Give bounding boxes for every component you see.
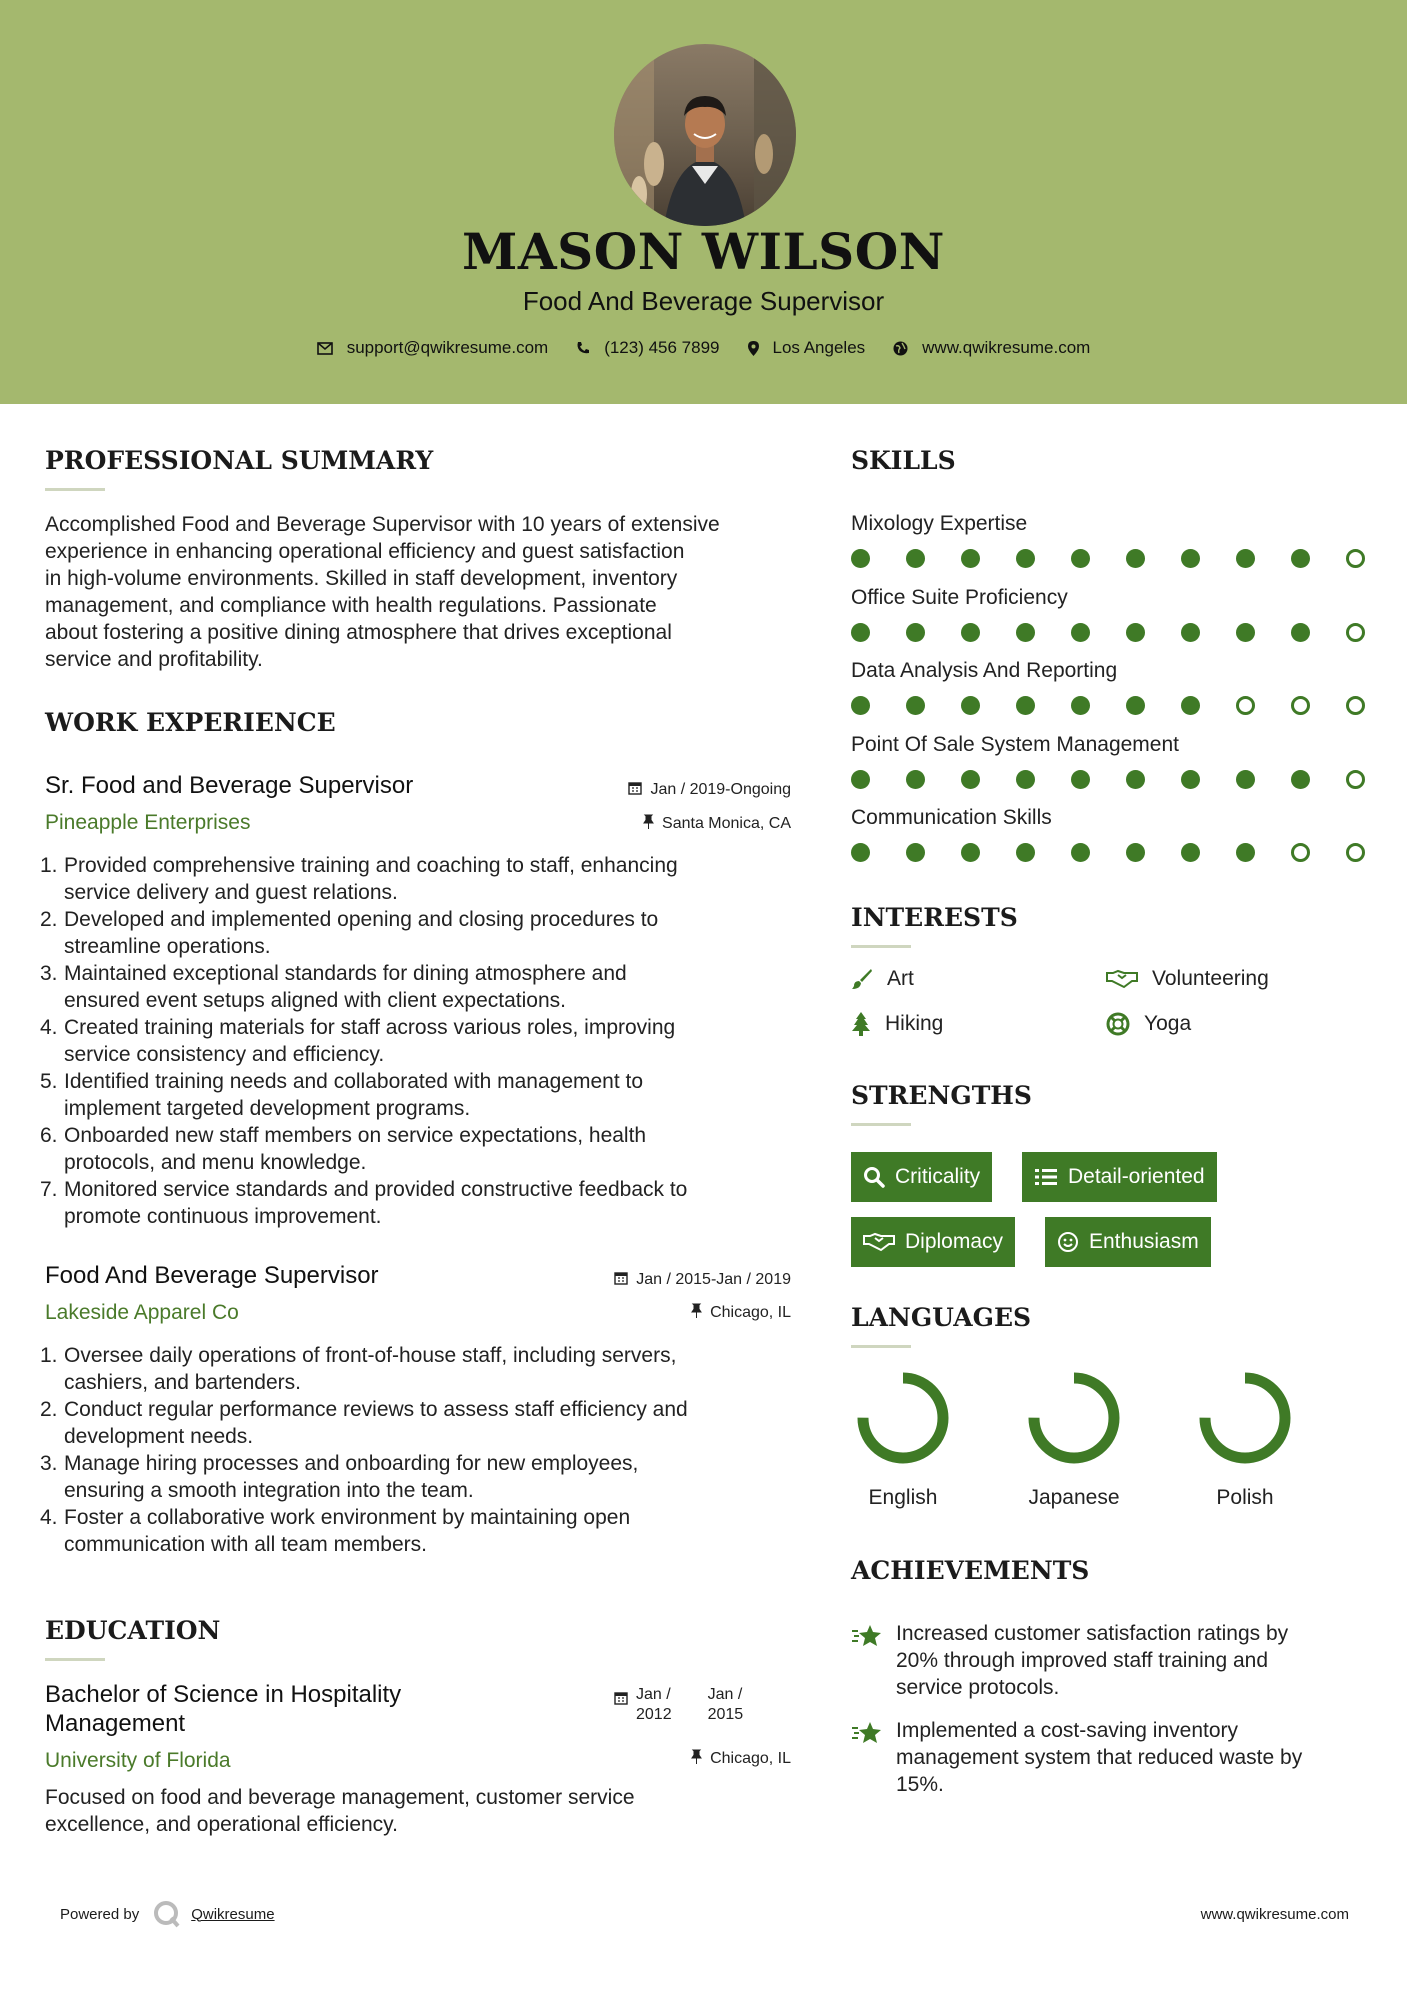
skill-dot-filled [1291, 549, 1310, 568]
contact-email[interactable] [317, 338, 549, 358]
achievement-item: Implemented a cost-saving inventory management system that reduced waste by 15%. [896, 1719, 1303, 1796]
handshake-icon [863, 1232, 895, 1252]
paintbrush-icon [851, 968, 873, 990]
skill-dot-empty [1346, 696, 1365, 715]
skill-dot-filled [1236, 549, 1255, 568]
job-location: Santa Monica, CA [560, 814, 791, 833]
contact-phone[interactable] [576, 338, 719, 358]
list-item: 7. Monitored service standards and provided constructive feedback to promote continuous improvement. [40, 1178, 688, 1228]
job-title: Sr. Food and Beverage Supervisor [45, 772, 414, 799]
skill-dot-filled [1291, 623, 1310, 642]
skill-dot-filled [1181, 696, 1200, 715]
skill-dot-filled [851, 770, 870, 789]
strengths-rule [851, 1123, 911, 1126]
language-name: Polish [1216, 1486, 1274, 1509]
degree-title: Bachelor of Science in Hospitality Management [45, 1681, 402, 1737]
skill-rating [851, 696, 1371, 716]
skill-dot-filled [1071, 549, 1090, 568]
skill-dot-filled [1016, 843, 1035, 862]
candidate-title: Food And Beverage Supervisor [522, 286, 885, 316]
job-location: Chicago, IL [560, 1303, 791, 1322]
job-dates: Jan / 2015-Jan / 2019 [560, 1271, 791, 1289]
interests-rule [851, 945, 911, 948]
skill-rating [851, 549, 1371, 569]
qwikresume-logo-icon [153, 1900, 181, 1928]
pushpin-icon [691, 1749, 702, 1768]
email-text: support@qwikresume.com [346, 338, 549, 357]
phone-text: (123) 456 7899 [604, 338, 720, 357]
tree-icon [851, 1012, 871, 1036]
strength-badge-detail-oriented: Detail-oriented [1022, 1152, 1217, 1202]
skills-heading: SKILLS [851, 446, 956, 475]
skill-dot-filled [1236, 770, 1255, 789]
education-dates [614, 1685, 743, 1725]
calendar-icon [614, 1691, 628, 1710]
calendar-icon [614, 1271, 628, 1289]
job-dates: Jan / 2019-Ongoing [560, 781, 791, 799]
skill-dot-filled [1071, 696, 1090, 715]
star-trophy-icon [851, 1623, 883, 1654]
contact-location [748, 338, 866, 358]
globe-icon [893, 341, 908, 356]
company-name: Pineapple Enterprises [45, 811, 251, 834]
candidate-name: MASON WILSON [462, 222, 945, 281]
skill-dot-filled [961, 549, 980, 568]
skill-name: Office Suite Proficiency [851, 585, 1068, 609]
languages-rule [851, 1345, 911, 1348]
list-item: 3. Maintained exceptional standards for dining atmosphere and ensured event setups aligned with client expectations. [40, 962, 627, 1012]
experience-heading: WORK EXPERIENCE [45, 708, 336, 737]
interest-art: Art [851, 967, 914, 991]
skill-dot-filled [1181, 623, 1200, 642]
skill-dot-empty [1291, 843, 1310, 862]
calendar-icon [628, 781, 642, 799]
list-item: 4. Foster a collaborative work environment by maintaining open communication with all team members. [40, 1506, 631, 1556]
list-item: 1. Oversee daily operations of front-of-house staff, including servers, cashiers, and bartenders. [40, 1344, 677, 1394]
education-heading: EDUCATION [45, 1616, 221, 1645]
achievements-heading: ACHIEVEMENTS [851, 1556, 1090, 1585]
lifering-icon [1106, 1012, 1130, 1036]
skill-dot-filled [1071, 770, 1090, 789]
skill-name: Data Analysis And Reporting [851, 659, 1118, 682]
skill-dot-filled [1071, 623, 1090, 642]
header-band [0, 0, 1407, 404]
skill-name: Point Of Sale System Management [851, 732, 1179, 756]
job-title: Food And Beverage Supervisor [45, 1262, 379, 1289]
skill-dot-filled [1126, 843, 1145, 862]
contact-website[interactable] [893, 338, 1090, 358]
skill-dot-filled [961, 843, 980, 862]
skill-dot-empty [1346, 623, 1365, 642]
skill-dot-filled [1291, 770, 1310, 789]
skill-dot-filled [1126, 623, 1145, 642]
contact-bar [0, 338, 1407, 358]
languages-heading: LANGUAGES [851, 1303, 1032, 1332]
language-name: Japanese [1028, 1486, 1120, 1509]
skill-dot-filled [1016, 549, 1035, 568]
skill-dot-empty [1236, 696, 1255, 715]
skill-dot-filled [906, 770, 925, 789]
skill-dot-filled [851, 843, 870, 862]
language-ring [857, 1372, 949, 1464]
skill-dot-filled [1181, 770, 1200, 789]
list-item: 2. Developed and implemented opening and closing procedures to streamline operations. [40, 908, 659, 958]
skill-dot-filled [1181, 843, 1200, 862]
company-name: Lakeside Apparel Co [45, 1301, 239, 1324]
job-duties-list [40, 1342, 800, 1558]
language-name: English [868, 1486, 938, 1509]
list-item: 5. Identified training needs and collaborated with management to implement targeted development programs. [40, 1070, 644, 1120]
handshake-icon [1106, 969, 1138, 989]
skill-dot-empty [1291, 696, 1310, 715]
footer-powered-by: Powered by Qwikresume [60, 1900, 275, 1928]
envelope-icon [317, 342, 333, 355]
skill-dot-filled [1126, 549, 1145, 568]
skill-dot-filled [851, 623, 870, 642]
skill-dot-filled [1071, 843, 1090, 862]
skill-dot-filled [851, 549, 870, 568]
skill-dot-filled [1236, 843, 1255, 862]
education-description: Focused on food and beverage management, customer service excellence, and operational efficiency. [45, 1786, 635, 1836]
language-ring [1028, 1372, 1120, 1464]
skill-dot-filled [961, 623, 980, 642]
skill-rating [851, 770, 1371, 790]
strength-badge-enthusiasm: Enthusiasm [1045, 1217, 1211, 1267]
star-trophy-icon [851, 1720, 883, 1751]
skill-dot-filled [1016, 623, 1035, 642]
achievement-item: Increased customer satisfaction ratings by 20% through improved staff training and service protocols. [896, 1622, 1289, 1699]
skill-dot-empty [1346, 770, 1365, 789]
search-icon [863, 1166, 885, 1188]
job-duties-list [40, 852, 800, 1230]
skill-name: Communication Skills [851, 806, 1052, 829]
skill-dot-filled [961, 770, 980, 789]
skill-dot-filled [1181, 549, 1200, 568]
skill-dot-filled [961, 696, 980, 715]
summary-heading: PROFESSIONAL SUMMARY [45, 446, 434, 475]
skill-rating [851, 623, 1371, 643]
summary-rule [45, 488, 105, 491]
skill-rating [851, 843, 1371, 863]
interest-volunteering: Volunteering [1106, 967, 1269, 991]
list-item: 2. Conduct regular performance reviews to assess staff efficiency and development needs. [40, 1398, 688, 1448]
list-item: 1. Provided comprehensive training and coaching to staff, enhancing service delivery and guest relations. [40, 854, 678, 904]
list-item: 3. Manage hiring processes and onboarding for new employees, ensuring a smooth integration into the team. [40, 1452, 639, 1502]
skill-dot-filled [1016, 770, 1035, 789]
phone-icon [576, 341, 590, 355]
pushpin-icon [643, 814, 654, 833]
qwikresume-link[interactable]: Qwikresume [191, 1905, 275, 1923]
list-item: 6. Onboarded new staff members on service expectations, health protocols, and menu knowledge. [40, 1124, 647, 1174]
map-pin-icon [748, 341, 759, 356]
pushpin-icon [691, 1303, 702, 1322]
skill-dot-filled [1126, 696, 1145, 715]
interest-yoga: Yoga [1106, 1012, 1191, 1036]
footer-url[interactable]: www.qwikresume.com [1200, 1906, 1349, 1923]
summary-text: Accomplished Food and Beverage Supervisor with 10 years of extensive experience in enhancing operational efficiency and guest satisfaction in high-volume environments. Skilled in staff development, inventory management, and compliance with health regulations. Passionate about fostering a positive dining atmosphere that drives exceptional service and profitability. [45, 513, 720, 671]
education-end: Jan / 2015 [707, 1686, 744, 1723]
website-text: www.qwikresume.com [922, 338, 1091, 357]
skill-name: Mixology Expertise [851, 512, 1028, 535]
education-location: Chicago, IL [560, 1749, 791, 1768]
skill-dot-filled [906, 843, 925, 862]
skill-dot-filled [906, 623, 925, 642]
interest-hiking: Hiking [851, 1012, 943, 1036]
skill-dot-filled [1236, 623, 1255, 642]
location-text: Los Angeles [772, 338, 866, 357]
list-item: 4. Created training materials for staff across various roles, improving service consistency and efficiency. [40, 1016, 676, 1066]
strengths-heading: STRENGTHS [851, 1081, 1032, 1110]
skill-dot-filled [1126, 770, 1145, 789]
strength-badge-criticality: Criticality [851, 1152, 992, 1202]
interests-heading: INTERESTS [851, 903, 1018, 932]
skill-dot-filled [851, 696, 870, 715]
skill-dot-filled [906, 549, 925, 568]
education-start: Jan / 2012 [636, 1686, 672, 1723]
skill-dot-empty [1346, 549, 1365, 568]
education-rule [45, 1658, 105, 1661]
list-icon [1034, 1167, 1058, 1187]
school-name: University of Florida [45, 1749, 231, 1772]
profile-photo [614, 44, 796, 226]
skill-dot-filled [1016, 696, 1035, 715]
strength-badge-diplomacy: Diplomacy [851, 1217, 1015, 1267]
skill-dot-empty [1346, 843, 1365, 862]
smile-icon [1057, 1231, 1079, 1253]
language-ring [1199, 1372, 1291, 1464]
skill-dot-filled [906, 696, 925, 715]
